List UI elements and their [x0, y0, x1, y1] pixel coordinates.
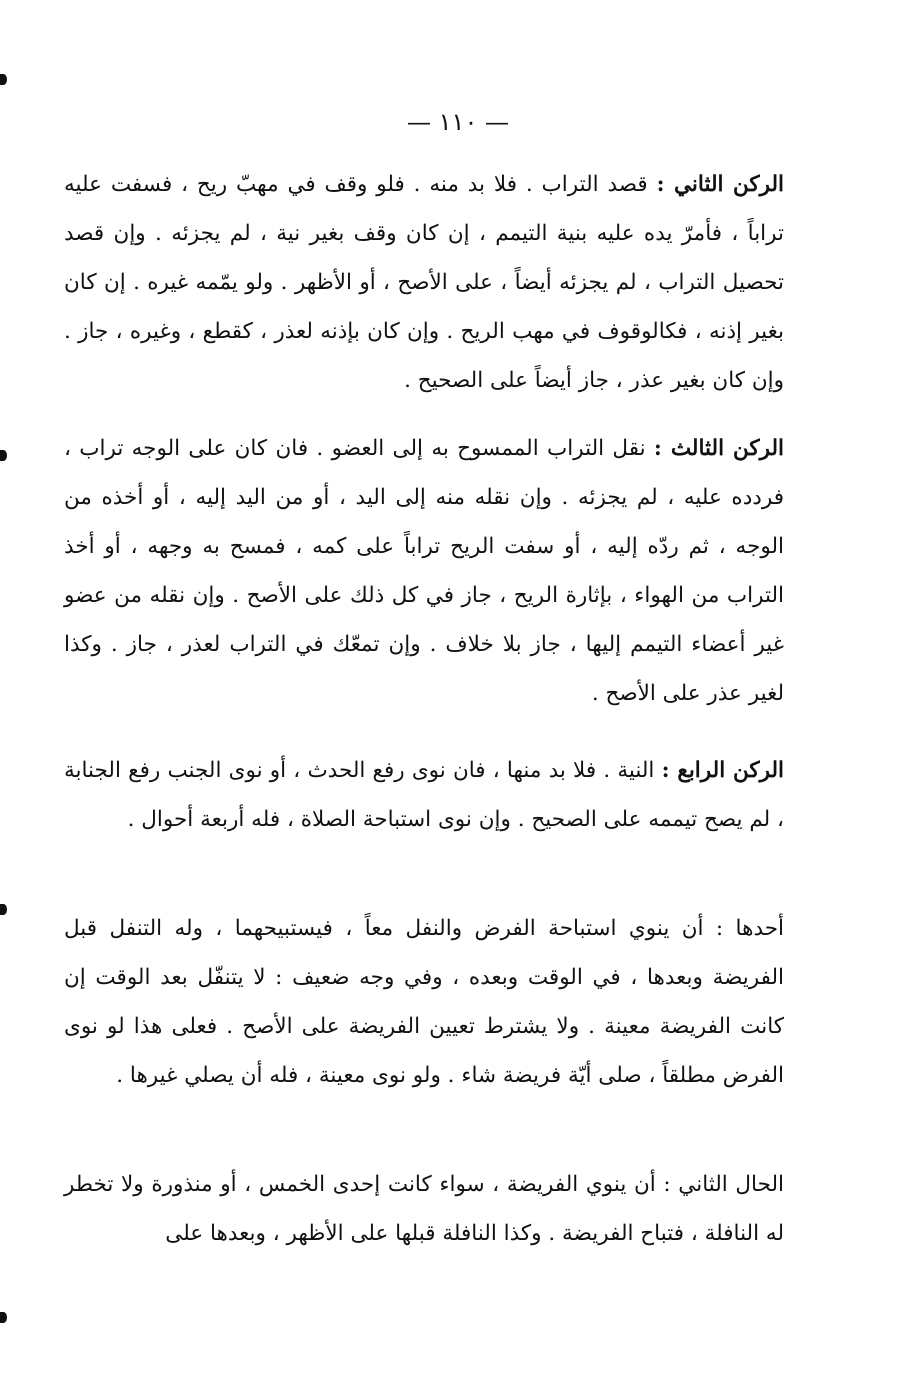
paragraph-heading: الركن الثالث :: [653, 436, 784, 461]
paragraph-text: الحال الثاني : أن ينوي الفريضة ، سواء كانت إحدى الخمس ، أو منذورة ولا تخطر له النافلة ، فتباح الفريضة . وكذا النافلة قبلها على الأظهر ، وبعدها على: [64, 1172, 784, 1246]
paragraph-text: قصد التراب . فلا بد منه . فلو وقف في مهبّ ريح ، فسفت عليه تراباً ، فأمرّ يده عليه بنية التيمم ، إن كان وقف بغير نية ، لم يجزئه . وإن قصد تحصيل التراب ، لم يجزئه أيضاً ، على الأصح ، أو الأظهر . ولو يمّمه غيره . إن كان بغير إذنه ، فكالوقوف في مهب الريح . وإن كان بإذنه لعذر ، كقطع ، وغيره ، جاز . وإن كان بغير عذر ، جاز أيضاً على الصحيح .: [64, 172, 784, 393]
paragraph-text: النية . فلا بد منها ، فان نوى رفع الحدث ، أو نوى الجنب رفع الجنابة ، لم يصح تيممه على الصحيح . وإن نوى استباحة الصلاة ، فله أربعة أحوال .: [64, 758, 784, 832]
paragraph-third-pillar: [64, 424, 784, 718]
scan-edge-mark: [0, 74, 7, 85]
paragraph-second-pillar: [64, 160, 784, 405]
paragraph-fourth-pillar: [64, 746, 784, 844]
page-number: — ١١٠ —: [407, 108, 509, 136]
scan-edge-mark: [0, 904, 7, 915]
paragraph-text: أحدها : أن ينوي استباحة الفرض والنفل معاً ، فيستبيحهما ، وله التنفل قبل الفريضة وبعدها ، في الوقت وبعده ، وفي وجه ضعيف : لا يتنفّل بعد الوقت إن كانت الفريضة معينة . ولا يشترط تعيين الفريضة على الأصح . فعلى هذا لو نوى الفرض مطلقاً ، صلى أيّة فريضة شاء . ولو نوى معينة ، فله أن يصلي غيرها .: [64, 916, 784, 1088]
scan-edge-mark: [0, 450, 7, 461]
paragraph-text: نقل التراب الممسوح به إلى العضو . فان كان على الوجه تراب ، فردده عليه ، لم يجزئه . وإن نقله منه إلى اليد ، أو من اليد إليه ، أو أخذه من الوجه ، ثم ردّه إليه ، أو سفت الريح تراباً على كمه ، فمسح به وجهه ، أو أخذ التراب من الهواء ، بإثارة الريح ، جاز في كل ذلك على الأصح . وإن نقله من عضو غير أعضاء التيمم إليها ، جاز بلا خلاف . وإن تمعّك في التراب لعذر ، جاز . وكذا لغير عذر على الأصح .: [64, 436, 784, 706]
paragraph-second-state: [64, 1160, 784, 1258]
paragraph-first-state: [64, 904, 784, 1100]
scan-edge-mark: [0, 1312, 7, 1323]
paragraph-heading: الركن الرابع :: [661, 758, 784, 783]
paragraph-heading: الركن الثاني :: [656, 172, 784, 197]
